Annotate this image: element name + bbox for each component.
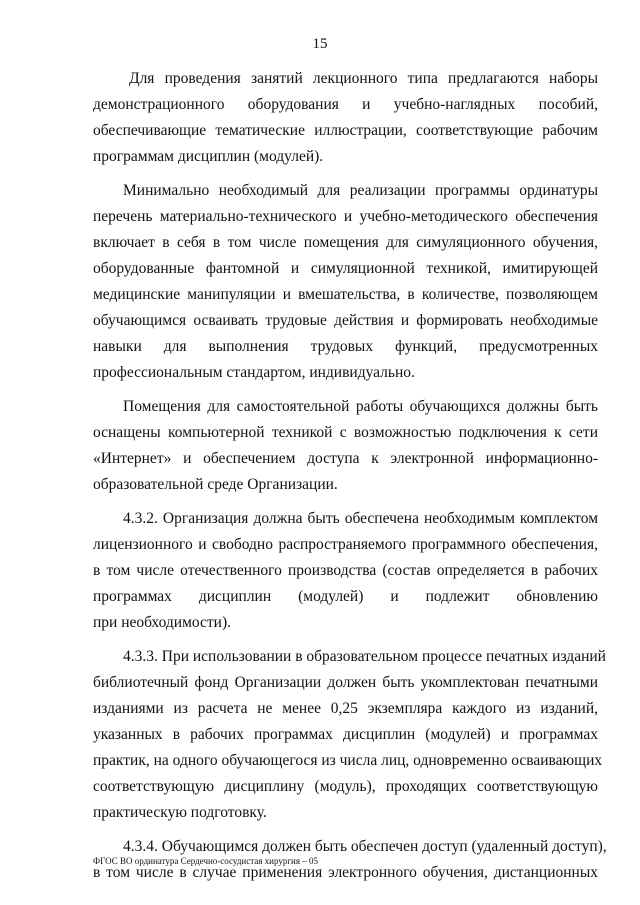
- paragraph-spacer: [93, 498, 598, 506]
- text-line: практик, на одного обучающегося из числа лиц, одновременно осваивающих: [93, 752, 603, 769]
- text-line: Для проведения занятий лекционного типа предлагаются наборы: [129, 70, 598, 87]
- document-footer: ФГОС ВО ординатура Сердечно-сосудистая хирургия – 05: [93, 856, 318, 866]
- text-line: обеспечивающие тематические иллюстрации, соответствующие рабочим: [93, 122, 598, 139]
- text-line: «Интернет» и обеспечением доступа к электронной информационно-: [93, 450, 598, 467]
- text-line: в том числе отечественного производства (состав определяется в рабочих: [93, 562, 598, 579]
- paragraph: [93, 66, 598, 170]
- paragraph-spacer: [93, 636, 598, 644]
- page-number: 15: [312, 36, 328, 52]
- text-line: программам дисциплин (модулей).: [93, 148, 324, 165]
- text-line: изданиями из расчета не менее 0,25 экземпляра каждого из изданий,: [93, 700, 598, 717]
- text-line: 4.3.2. Организация должна быть обеспечена необходимым комплектом: [123, 510, 598, 527]
- text-line: образовательной среде Организации.: [93, 476, 338, 493]
- text-line: практическую подготовку.: [93, 804, 267, 821]
- text-line: обучающимся осваивать трудовые действия и формировать необходимые: [93, 312, 598, 329]
- paragraph-spacer: [93, 386, 598, 394]
- paragraph: [93, 178, 598, 386]
- text-line: соответствующую дисциплину (модуль), проходящих соответствующую: [93, 778, 598, 795]
- text-line: медицинские манипуляции и вмешательства, в количестве, позволяющем: [93, 286, 598, 303]
- text-line: навыки для выполнения трудовых функций, предусмотренных: [93, 338, 598, 355]
- text-line: 4.3.3. При использовании в образовательном процессе печатных изданий: [123, 648, 606, 665]
- text-line: демонстрационного оборудования и учебно-наглядных пособий,: [93, 96, 598, 113]
- text-line: лицензионного и свободно распространяемого программного обеспечения,: [93, 536, 598, 553]
- paragraph-spacer: [93, 170, 598, 178]
- text-line: оборудованные фантомной и симуляционной техникой, имитирующей: [93, 260, 598, 277]
- paragraph-spacer: [93, 826, 598, 834]
- text-line: указанных в рабочих программах дисциплин (модулей) и программах: [93, 726, 598, 743]
- paragraph: [93, 644, 606, 826]
- paragraph: [93, 394, 598, 498]
- text-line: в том числе в случае применения электронного обучения, дистанционных: [93, 864, 598, 881]
- document-body: [93, 66, 607, 886]
- text-line: при необходимости).: [93, 614, 232, 631]
- paragraph: [93, 506, 598, 636]
- text-line: профессиональным стандартом, индивидуально.: [93, 364, 415, 381]
- text-line: библиотечный фонд Организации должен быть укомплектован печатными: [93, 674, 598, 691]
- text-line: включает в себя в том числе помещения для симуляционного обучения,: [93, 234, 598, 251]
- text-line: 4.3.4. Обучающимся должен быть обеспечен доступ (удаленный доступ),: [123, 838, 607, 855]
- text-line: Помещения для самостоятельной работы обучающихся должны быть: [123, 398, 598, 415]
- text-line: программах дисциплин (модулей) и подлежит обновлению: [93, 588, 598, 605]
- text-line: Минимально необходимый для реализации программы ординатуры: [123, 182, 598, 199]
- text-line: перечень материально-технического и учебно-методического обеспечения: [93, 208, 598, 225]
- text-line: оснащены компьютерной техникой с возможностью подключения к сети: [93, 424, 598, 441]
